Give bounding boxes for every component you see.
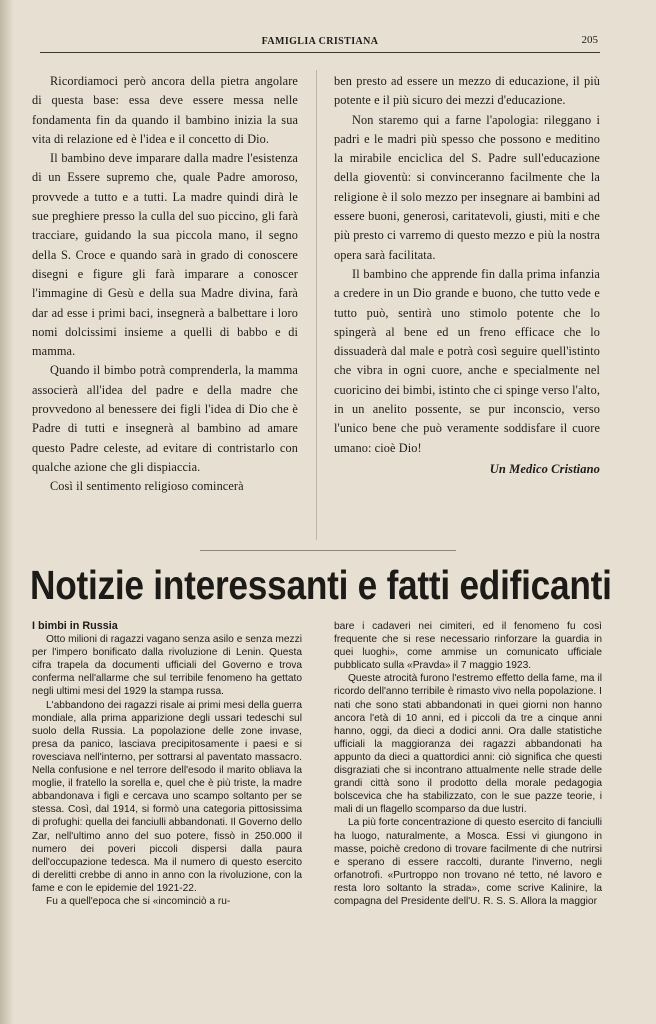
column-divider [316,70,317,540]
article-top-right-column [334,72,600,479]
paragraph: Quando il bimbo potrà comprenderla, la mamma associerà all'idea del padre e della madre che provvedono al benessere dei figli l'idea di Dio che è Padre di tutti e insegnerà al bambino ad amare questo Padre celeste, ad evitare di contristarlo con qualche azione che gli dispiaccia. [32,363,298,474]
paragraph: Ricordiamoci però ancora della pietra angolare di questa base: essa deve essere messa nelle fondamenta fin da quando il bambino inizia la sua vita di relazione ed è l'idea e il concetto di Dio. [32,74,298,146]
paragraph: L'abbandono dei ragazzi risale ai primi mesi della guerra mondiale, alla prima apparizione degli ussari tedeschi sul suolo della Russia. La popolazione delle zone invase, presa da panico, lasciava precipitosamente i paesi e si rovesciava nell'interno, per sottrarsi al paventato massacro. Nella confusione e nel terrore dell'esodo il marito obliava la moglie, il fratello la sorella e, quel che è più triste, la madre abbandonava i figli e cercava uno scampo soltanto per se stessa. Così, dal 1914, si formò una categoria pittosissima di profughi: quella dei fanciulli abbandonati. Il Governo dello Zar, nell'ultimo anno del suo potere, fissò in 250.000 il numero dei poveri piccoli dispersi dalla paura dell'occupazione tedesca. Ma il numero di questo esercito di derelitti crebbe di anno in anno con la rivoluzione, con la fame e con le epidemie del 1921-22. [32,699,302,894]
paragraph: Otto milioni di ragazzi vagano senza asilo e senza mezzi per l'impero bonificato dalla rivoluzione di Lenin. Questa cifra trapela da documenti ufficiali del Governo e trova conferma nell'allarme che sul terribile fenomeno ha gettato negli ultimi mesi del 1929 la stampa russa. [32,634,302,698]
page-number: 205 [581,34,598,46]
running-title: FAMIGLIA CRISTIANA [261,36,379,47]
article-bottom-left-column [32,620,302,908]
paragraph: Il bambino deve imparare dalla madre l'esistenza di un Essere supremo che, quale Padre amoroso, provvede a tutto e a tutti. La madre quindi dirà le sue preghiere presso la culla del suo piccino, gli farà tracciare, guidando la sua piccola mano, il segno della S. Croce e quando sarà in grado di conoscere disegni e figure gli farà imparare a conoscer l'immagine di Gesù e della sua Madre divina, farà dar ad esse i primi baci, insegnerà a balbettare i loro nomi dolcissimi insieme a quelli di babbo e di mamma. [32,151,298,359]
paragraph: Il bambino che apprende fin dalla prima infanzia a credere in un Dio grande e buono, che tutto vede e tutto può, sentirà uno stimolo potente che lo spingerà al bene ed un freno efficace che lo dissuaderà dal male e potrà così seguire quell'istinto che vibra in ogni cuore, anche e specialmente nel cuoricino dei bimbi, istinto che ci spinge verso l'alto, in un anelito possente, se pur inconscio, verso l'unico bene che può veramente soddisfare il cuore umano: cioè Dio! [334,266,600,455]
paragraph: Non staremo qui a farne l'apologia: rileggano i padri e le madri più spesso che possono e meditino la mirabile enciclica del S. Padre sull'educazione della gioventù: si convinceranno facilmente che la religione è il solo mezzo per insegnare ai bambini ad essere buoni, generosi, caritatevoli, giusti, miti e che più presto ci varremo di questo mezzo e più la nostra opera sarà facilitata. [334,112,600,262]
paragraph: Fu a quell'epoca che si «incominciò a ru- [46,895,231,907]
paragraph: ben presto ad essere un mezzo di educazione, il più potente e il più sicuro dei mezzi d'educazione. [334,74,600,108]
paragraph: bare i cadaveri nei cimiteri, ed il fenomeno fu così frequente che si rese necessario rinforzare la guardia in quei luoghi», come ammise un comunicato ufficiale pubblicato sulla «Pravda» il 7 maggio 1923. [334,621,602,672]
article-bottom-right-column [334,620,602,908]
article-subhead: I bimbi in Russia [32,620,118,632]
page-fold-shadow [0,0,14,1024]
author-signature: Un Medico Cristiano [489,461,600,476]
paragraph: Queste atrocità furono l'estremo effetto della fame, ma il ricordo dell'anno terribile è rimasto vivo nella popolazione. I nati che sono stati abbandonati in quei giorni non hanno ancora l'età di 10 anni, ed i piccoli da tre a cinque anni hanno, oggi, da dieci a dodici anni. Ora dalle statistiche ufficiali la maggioranza dei ragazzi abbandonati ha appunto da dieci a quattordici anni: ciò significa che questi disgraziati che si incontrano attualmente nelle strade delle grandi città sono il prodotto della morale pedagogia bolscevica che ha stabilizzato, con le sue pazze teorie, i mali di un flagello scomparso da due lustri. [334,673,602,816]
article-top-left-column [32,72,298,497]
paragraph: Così il sentimento religioso comincerà [50,479,244,494]
paragraph: La più forte concentrazione di questo esercito di fanciulli ha luogo, naturalmente, a Mosca. Essi vi giungono in masse, poichè credono di trovare facilmente di che nutrirsi e sperano di essere raccolti, durante l'inverno, negli orfanotrofi. «Purtroppo non trovano né tetto, né lavoro e resta loro soltanto la strada», come scrive Kalinire, la compagna del Presidente dell'U. R. S. S. Allora la maggior [334,817,602,907]
section-separator [200,550,456,551]
page-header [40,34,600,53]
section-headline: Notizie interessanti e fatti edificanti [30,562,612,608]
